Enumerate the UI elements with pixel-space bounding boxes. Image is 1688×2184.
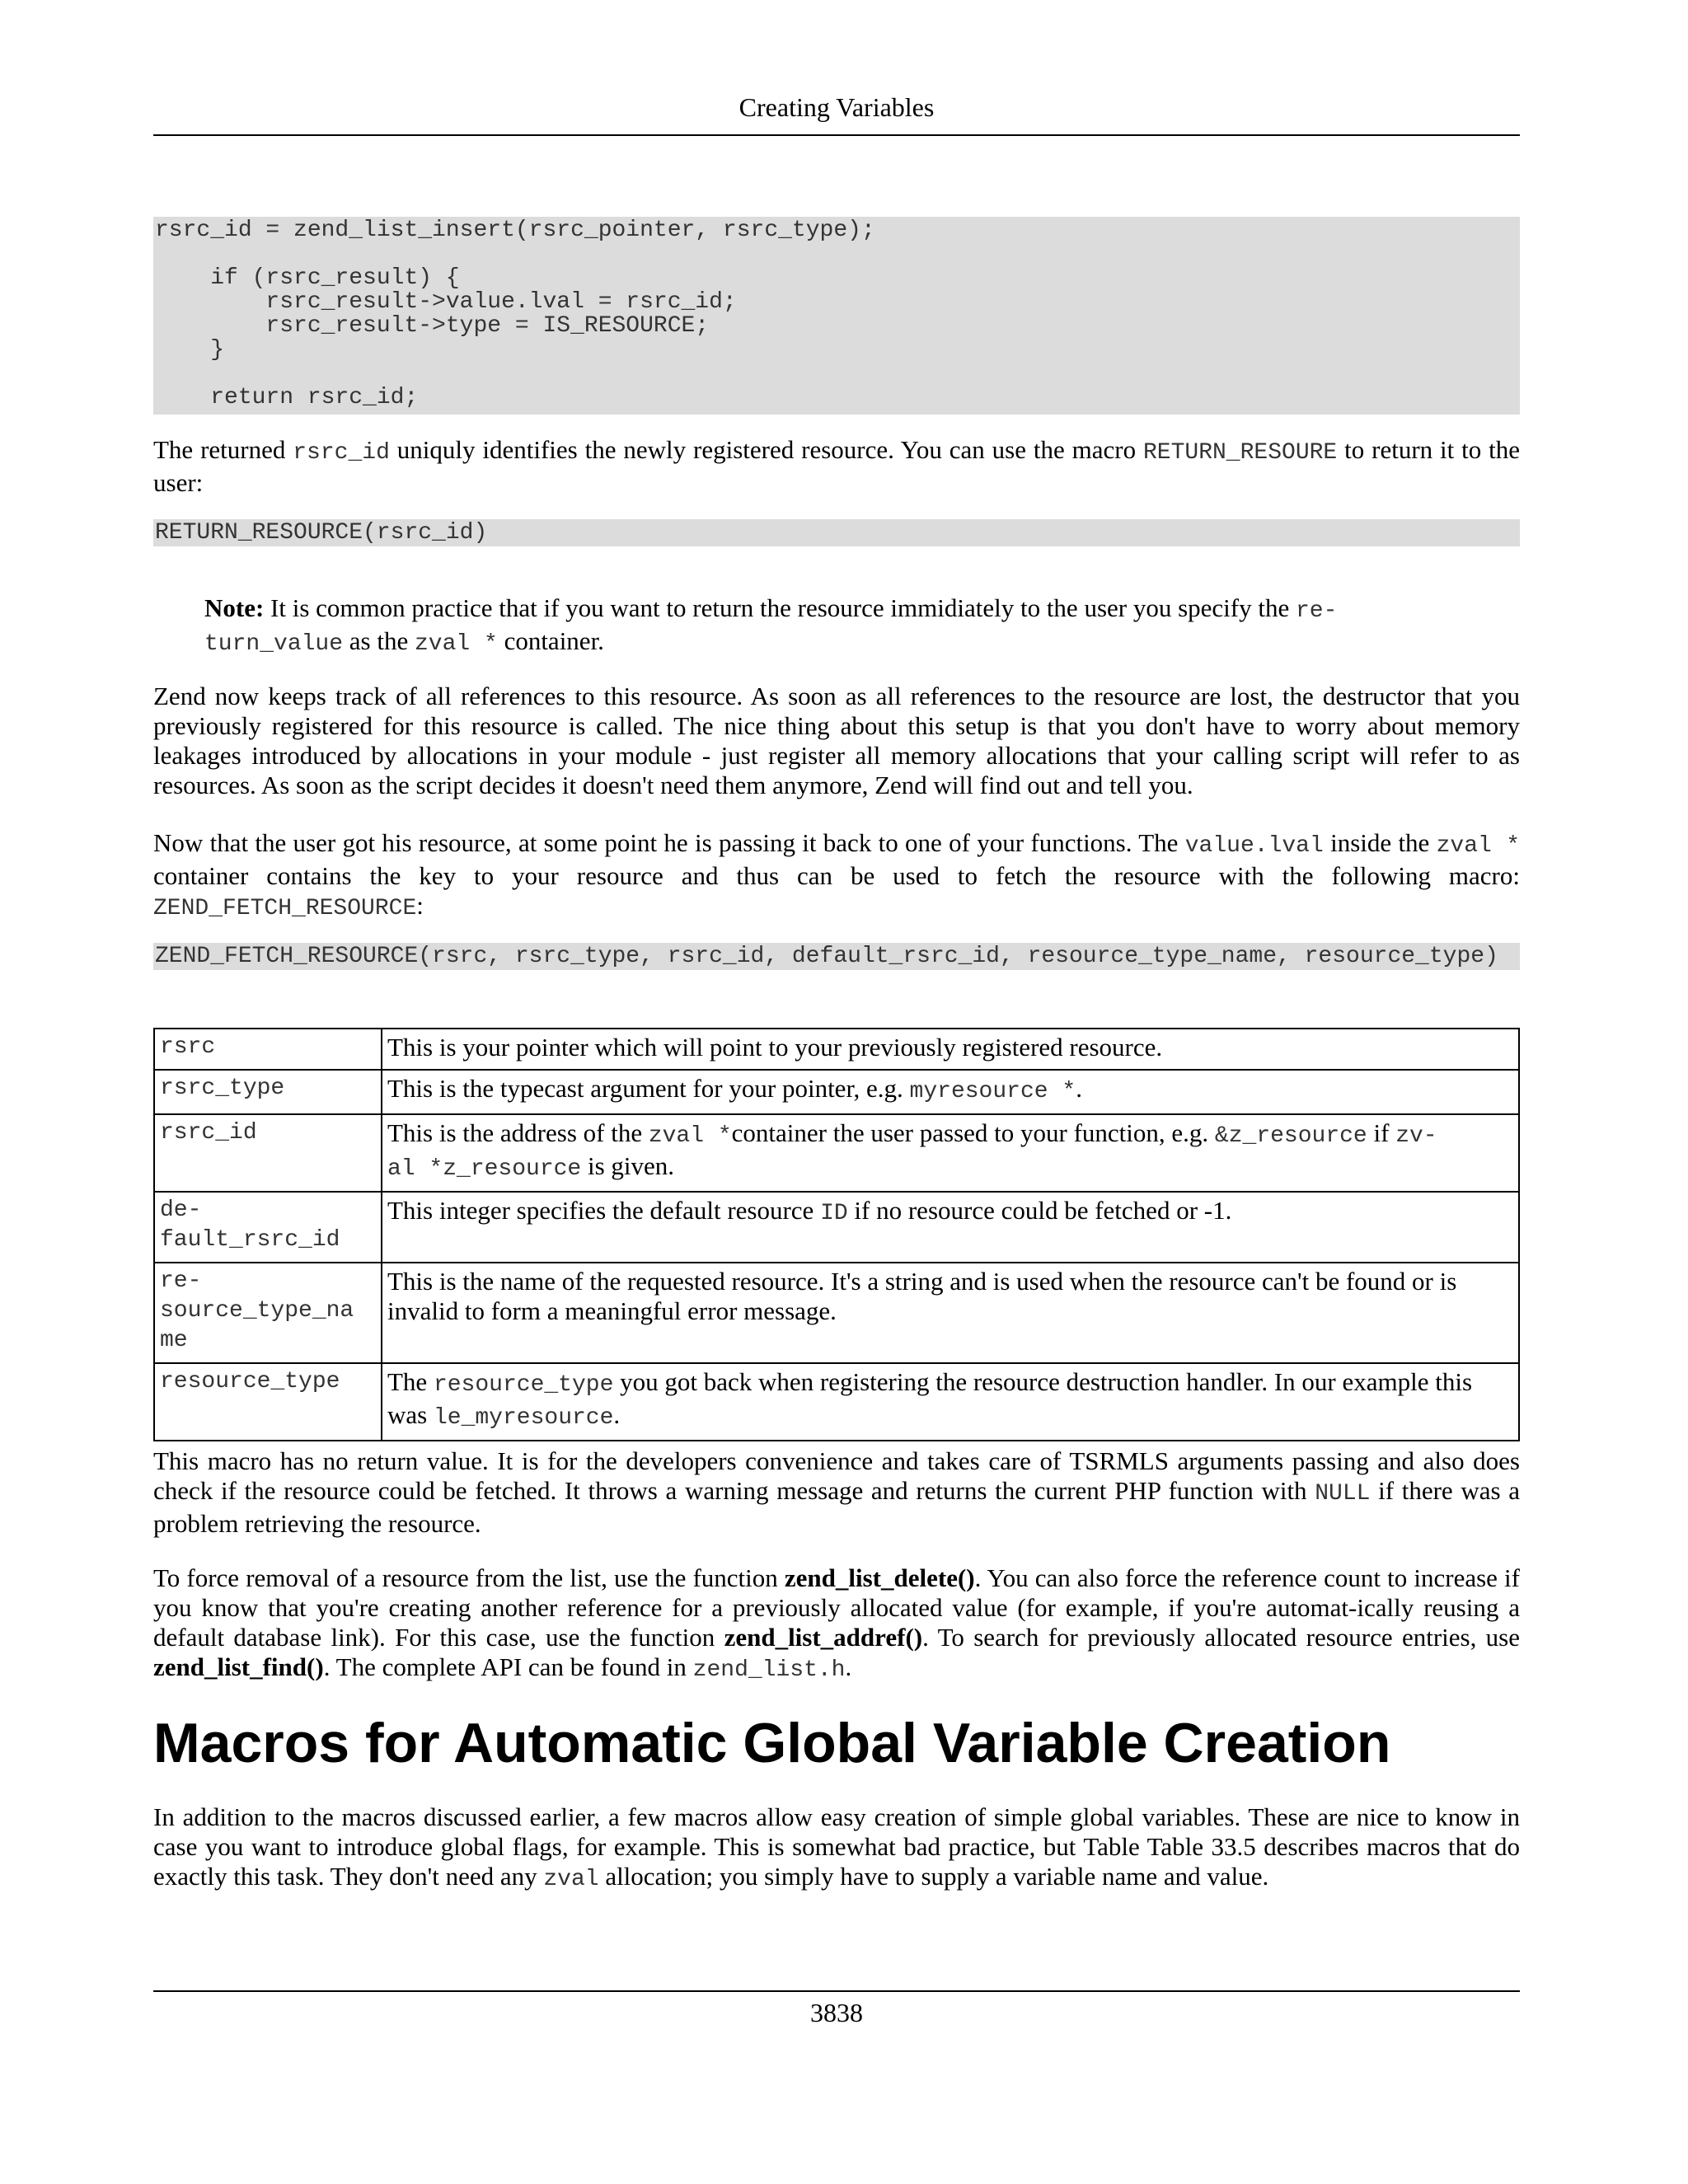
param-description: This is the typecast argument for your pointer, e.g. myresource *.: [382, 1070, 1519, 1114]
page-number: 3838: [810, 1998, 863, 2027]
param-description: This integer specifies the default resource ID if no resource could be fetched or -1.: [382, 1192, 1519, 1263]
table-row: [154, 1029, 1519, 1070]
table-row: [154, 1192, 1519, 1263]
param-description: This is the address of the zval *container the user passed to your function, e.g. &z_resource if zv- al *z_resource is given.: [382, 1114, 1519, 1192]
table-row: [154, 1263, 1519, 1363]
param-name: rsrc_type: [154, 1070, 382, 1114]
param-name: rsrc_id: [154, 1114, 382, 1192]
param-name: rsrc: [154, 1029, 382, 1070]
table-row: [154, 1363, 1519, 1441]
param-name: de- fault_rsrc_id: [154, 1192, 382, 1263]
paragraph-force-removal: To force removal of a resource from the list, use the function zend_list_delete(). You can also force the reference count to increase if you know that you're creating another reference for a previously allocated value (for example, if you're automat-ically reusing a default database link). For this case, use the function zend_list_addref(). To search for previously allocated resource entries, use zend_list_find(). The complete API can be found in zend_list.h.: [153, 1563, 1520, 1683]
paragraph-macros: In addition to the macros discussed earlier, a few macros allow easy creation of simple global variables. These are nice to know in case you want to introduce global flags, for example. This is somewhat bad practice, but Table Table 33.5 describes macros that do exactly this task. They don't need any zval allocation; you simply have to supply a variable name and value.: [153, 1802, 1520, 1892]
section-heading: Macros for Automatic Global Variable Creation: [153, 1712, 1391, 1774]
paragraph-returned: The returned rsrc_id uniquly identifies the newly registered resource. You can use the macro RETURN_RESOURE to return it to the user:: [153, 435, 1521, 497]
running-header: Creating Variables: [738, 92, 935, 122]
paragraph-now-user: Now that the user got his resource, at some point he is passing it back to one of your functions. The value.lval inside the zval * container contains the key to your resource and thus can be used to fetch the resource with the following macro: ZEND_FETCH_RESOURCE:: [153, 828, 1520, 921]
paragraph-zend-tracks: Zend now keeps track of all references to this resource. As soon as all references to the resource are lost, the destructor that you previously registered for this resource is called. The nice thing about this setup is that you don't have to worry about memory leakages introduced by allocations in your module - just register all memory allocations that your calling script will refer to as resources. As soon as the script decides it doesn't need them anymore, Zend will find out and tell you.: [153, 682, 1520, 799]
note-label: Note:: [204, 593, 265, 622]
note: Note: It is common practice that if you want to return the resource immidiately to the user you specify the re- turn_value as the zval * container.: [204, 593, 1338, 657]
paragraph-no-return: This macro has no return value. It is for the developers convenience and takes care of TSRMLS arguments passing and also does check if the resource could be fetched. It throws a warning message and returns the current PHP function with NULL if there was a problem retrieving the resource.: [153, 1446, 1520, 1538]
header-rule: [153, 134, 1520, 136]
param-description: This is the name of the requested resource. It's a string and is used when the resource can't be found or is invalid to form a meaningful error message.: [382, 1263, 1519, 1363]
param-name: re- source_type_na me: [154, 1263, 382, 1363]
table-row: [154, 1070, 1519, 1114]
code-block-fetch-resource: ZEND_FETCH_RESOURCE(rsrc, rsrc_type, rsrc_id, default_rsrc_id, resource_type_name, resource_type): [153, 943, 1520, 970]
param-description: This is your pointer which will point to your previously registered resource.: [382, 1029, 1519, 1070]
document-page: [153, 0, 1520, 2184]
table-row: [154, 1114, 1519, 1192]
param-description: The resource_type you got back when registering the resource destruction handler. In our example this was le_myresource.: [382, 1363, 1519, 1441]
code-block-insert: rsrc_id = zend_list_insert(rsrc_pointer, rsrc_type); if (rsrc_result) { rsrc_result->value.lval = rsrc_id; rsrc_result->type = IS_RESOURCE; } return rsrc_id;: [153, 217, 1520, 415]
code-block-return-resource: RETURN_RESOURCE(rsrc_id): [153, 519, 1520, 546]
footer-rule: [153, 1990, 1520, 1992]
parameters-table: [153, 1028, 1520, 1441]
param-name: resource_type: [154, 1363, 382, 1441]
